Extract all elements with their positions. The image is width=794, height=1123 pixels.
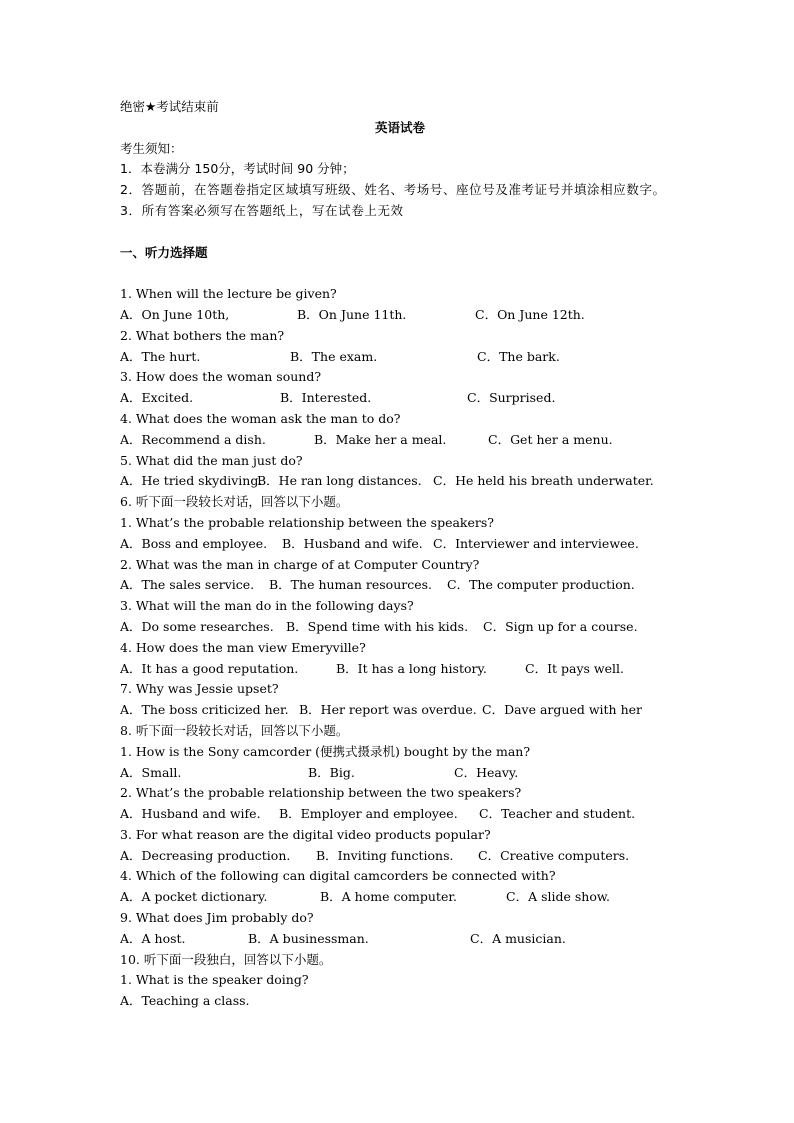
option-c[interactable]: C．Sign up for a course.	[483, 618, 638, 634]
question-text: 2. What’s the probable relationship between the two speakers?	[120, 785, 522, 801]
options-row	[120, 804, 680, 825]
option-b[interactable]: B．Husband and wife.	[282, 535, 423, 551]
option-a[interactable]: A．A host.	[120, 930, 186, 946]
option-c[interactable]: C．The bark.	[477, 348, 560, 364]
option-b[interactable]: B．The exam.	[290, 348, 378, 364]
options-row	[120, 534, 680, 555]
option-c[interactable]: C．A slide show.	[506, 889, 611, 905]
options-row	[120, 617, 680, 638]
options-row	[120, 846, 680, 867]
exam-page	[120, 97, 680, 1012]
option-b[interactable]: B．A home computer.	[320, 889, 457, 905]
options-row	[120, 388, 680, 409]
question-text: 4. Which of the following can digital camcorders be connected with?	[120, 868, 556, 884]
option-a[interactable]: A．The boss criticized her.	[120, 702, 289, 718]
option-b[interactable]: B．Interested.	[280, 390, 372, 406]
question-text: 3. For what reason are the digital video products popular?	[120, 826, 491, 842]
option-b[interactable]: B．Inviting functions.	[316, 847, 454, 863]
question-text: 4. How does the man view Emeryville?	[120, 639, 366, 655]
question-list	[120, 284, 680, 1012]
option-b[interactable]: B．A businessman.	[248, 930, 369, 946]
option-b[interactable]: B．Spend time with his kids.	[286, 618, 469, 634]
option-a[interactable]: A．Teaching a class.	[120, 993, 250, 1009]
option-a[interactable]: A．Boss and employee.	[120, 535, 268, 551]
question-text: 7. Why was Jessie upset?	[120, 681, 279, 697]
question-text: 3. How does the woman sound?	[120, 369, 322, 385]
question-text: 5. What did the man just do?	[120, 452, 303, 468]
option-b[interactable]: B．It has a long history.	[336, 660, 487, 676]
question-text: 9. What does Jim probably do?	[120, 910, 314, 926]
options-row	[120, 700, 680, 721]
option-a[interactable]: A．He tried skydiving.	[120, 473, 263, 489]
option-c[interactable]: C．Get her a menu.	[488, 431, 613, 447]
option-c[interactable]: C．On June 12th.	[475, 306, 585, 322]
section-title: 一、听力选择题	[120, 244, 208, 260]
option-a[interactable]: A．Recommend a dish.	[120, 431, 266, 447]
options-row	[120, 575, 680, 596]
option-b[interactable]: B．On June 11th.	[297, 306, 407, 322]
question-text: 10. 听下面一段独白，回答以下小题。	[120, 951, 332, 967]
option-a[interactable]: A．Do some researches.	[120, 618, 274, 634]
notice-1: 1．本卷满分 150分，考试时间 90 分钟；	[120, 161, 355, 177]
option-c[interactable]: C．Heavy.	[454, 764, 519, 780]
question-text: 6. 听下面一段较长对话，回答以下小题。	[120, 494, 349, 510]
option-b[interactable]: B．The human resources.	[269, 577, 433, 593]
option-c[interactable]: C．It pays well.	[525, 660, 624, 676]
question-text: 1. How is the Sony camcorder (便携式摄录机) bought by the man?	[120, 743, 531, 759]
options-row	[120, 991, 680, 1012]
option-a[interactable]: A．Husband and wife.	[120, 806, 261, 822]
notice-title: 考生须知：	[120, 140, 183, 156]
question-text: 4. What does the woman ask the man to do?	[120, 410, 401, 426]
options-row	[120, 763, 680, 784]
option-b[interactable]: B．Make her a meal.	[314, 431, 447, 447]
question-text: 3. What will the man do in the following days?	[120, 598, 414, 614]
options-row	[120, 659, 680, 680]
option-a[interactable]: A．A pocket dictionary.	[120, 889, 268, 905]
option-c[interactable]: C．He held his breath underwater.	[433, 473, 654, 489]
option-a[interactable]: A．Excited.	[120, 390, 194, 406]
question-text: 1. What is the speaker doing?	[120, 972, 309, 988]
option-a[interactable]: A．The sales service.	[120, 577, 255, 593]
question-text: 1. When will the lecture be given?	[120, 286, 337, 302]
option-a[interactable]: A．Small.	[120, 764, 182, 780]
options-row	[120, 471, 680, 492]
option-c[interactable]: C．The computer production.	[447, 577, 635, 593]
options-row	[120, 430, 680, 451]
option-a[interactable]: A．Decreasing production.	[120, 847, 291, 863]
notice-2: 2．答题前，在答题卷指定区域填写班级、姓名、考场号、座位号及准考证号并填涂相应数字。3．所有答案必须写在答题纸上，写在试卷上无效	[120, 182, 666, 218]
option-c[interactable]: C．Dave argued with her	[482, 702, 642, 718]
option-c[interactable]: C．Creative computers.	[478, 847, 630, 863]
option-b[interactable]: B．Big.	[308, 764, 355, 780]
option-a[interactable]: A．On June 10th,	[120, 306, 230, 322]
option-b[interactable]: B．Employer and employee.	[279, 806, 458, 822]
option-b[interactable]: B．Her report was overdue.	[299, 702, 477, 718]
options-row	[120, 305, 680, 326]
question-text: 8. 听下面一段较长对话，回答以下小题。	[120, 722, 349, 738]
options-row	[120, 347, 680, 368]
confidential-label: 绝密★考试结束前	[120, 99, 219, 114]
option-c[interactable]: C．Surprised.	[467, 390, 556, 406]
options-row	[120, 929, 680, 950]
option-c[interactable]: C．Interviewer and interviewee.	[433, 535, 639, 551]
option-a[interactable]: A．The hurt.	[120, 348, 201, 364]
option-a[interactable]: A．It has a good reputation.	[120, 660, 299, 676]
question-text: 2. What was the man in charge of at Computer Country?	[120, 556, 480, 572]
question-text: 2. What bothers the man?	[120, 327, 285, 343]
option-b[interactable]: B．He ran long distances.	[257, 473, 422, 489]
option-c[interactable]: C．Teacher and student.	[479, 806, 636, 822]
exam-title: 英语试卷	[374, 119, 425, 135]
options-row	[120, 887, 680, 908]
option-c[interactable]: C．A musician.	[470, 930, 566, 946]
question-text: 1. What’s the probable relationship between the speakers?	[120, 514, 494, 530]
